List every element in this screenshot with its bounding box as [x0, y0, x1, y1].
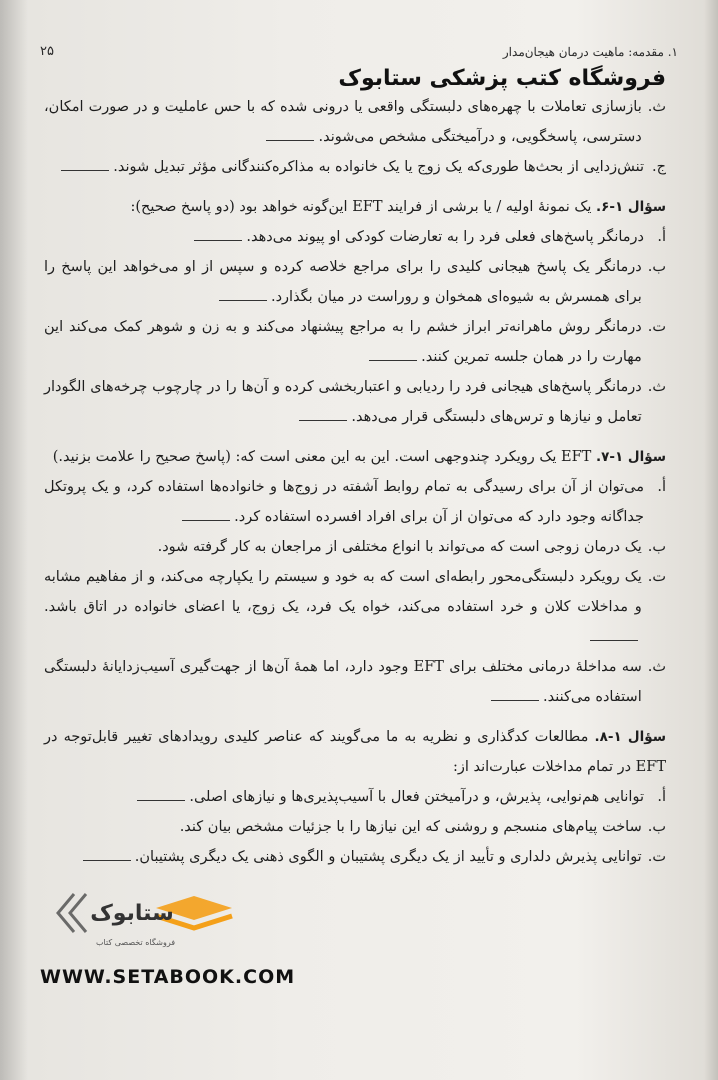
list-item [44, 152, 666, 182]
item-text: بازسازی تعاملات با چهره‌های دلبستگی واقعی یا درونی شده که با حس عاملیت و در صورت امکان، دسترسی، پاسخگویی، و درآمیختگی مشخص می‌شوند. [44, 99, 642, 145]
answer-blank [137, 784, 185, 801]
list-item [44, 652, 666, 712]
item-label: أ. [657, 789, 666, 805]
item-label: ت. [647, 849, 666, 865]
chapter-title: ۱. مقدمه: ماهیت درمان هیجان‌مدار [502, 44, 678, 59]
question-6 [44, 192, 666, 432]
item-label: ب. [647, 259, 666, 275]
item-label: ب. [647, 819, 666, 835]
item-label: ت. [647, 319, 666, 335]
list-item [44, 312, 666, 372]
item-label: ث. [647, 99, 666, 115]
spine-shadow [0, 0, 28, 1080]
question-label: سؤال ۱-۷. [595, 449, 666, 465]
answer-blank [299, 404, 347, 421]
item-text: ساخت پیام‌های منسجم و روشنی که این نیازها را با جزئیات مشخص بیان کند. [179, 819, 642, 835]
item-text: یک درمان زوجی است که می‌تواند با انواع مختلفی از مراجعان به کار گرفته شود. [157, 539, 642, 555]
list-item [44, 562, 666, 652]
question-prompt: مطالعات کدگذاری و نظریه به ما می‌گویند که عناصر کلیدی رویدادهای تغییر قابل‌توجه در EFT در تمام مداخلات عبارت‌اند از: [44, 729, 666, 775]
logo-text: ستابوک [90, 901, 174, 926]
list-item [44, 782, 666, 812]
item-label: أ. [657, 229, 666, 245]
list-item [44, 472, 666, 532]
logo-subtitle: فروشگاه تخصصی کتاب [96, 938, 176, 947]
item-text: تنش‌زدایی از بحث‌ها طوری‌که یک زوج یا یک خانواده به مذاکره‌کنندگانی مؤثر تبدیل شوند. [113, 159, 644, 175]
list-item [44, 842, 666, 872]
running-head [40, 44, 678, 59]
item-text: توانایی هم‌نوایی، پذیرش، و درآمیختن فعال با آسیب‌پذیری‌ها و نیازهای اصلی. [189, 789, 644, 805]
answer-blank [590, 624, 638, 641]
list-item [44, 532, 666, 562]
item-text: توانایی پذیرش دلداری و تأیید از یک دیگری پشتیبان و الگوی ذهنی یک دیگری پشتیبان. [134, 849, 642, 865]
question-label: سؤال ۱-۸. [594, 729, 667, 745]
item-text: درمانگر پاسخ‌های فعلی فرد را به تعارضات کودکی او پیوند می‌دهد. [246, 229, 644, 245]
item-text: درمانگر پاسخ‌های هیجانی فرد را ردیابی و اعتباربخشی کرده و آن‌ها را در چارچوب چرخه‌های الگودار تعامل و نیازها و ترس‌های دلبستگی قرار می‌دهد. [44, 379, 642, 425]
answer-blank [83, 844, 131, 861]
question-8 [44, 722, 666, 872]
item-text: می‌توان از آن برای رسیدگی به تمام روابط آشفته در زوج‌ها و خانواده‌ها استفاده کرد، و یک پروتکل جداگانه وجود دارد که می‌توان از آن برای افراد افسرده استفاده کرد. [44, 479, 644, 525]
item-text: یک رویکرد دلبستگی‌محور رابطه‌ای است که به خود و سیستم را یکپارچه می‌کند، و از مفاهیم مشابه و مداخلات کلان و خرد استفاده می‌کند، خواه یک فرد، یک زوج، یا اعضای خانواده در اتاق باشد. [44, 569, 642, 615]
page-edge-shadow [704, 0, 718, 1080]
question-prompt: EFT یک رویکرد چندوجهی است. این به این معنی است که: (پاسخ صحیح را علامت بزنید.) [52, 449, 592, 465]
store-url[interactable]: WWW.SETABOOK.COM [40, 966, 296, 988]
question-label: سؤال ۱-۶. [595, 199, 666, 215]
answer-blank [219, 284, 267, 301]
page-body [44, 92, 666, 872]
item-label: أ. [657, 479, 666, 495]
list-item [44, 252, 666, 312]
item-text: درمانگر روش ماهرانه‌تر ابراز خشم را به مراجع پیشنهاد می‌کند و به زن و شوهر کمک می‌کند این مهارت را در همان جلسه تمرین کنند. [44, 319, 642, 365]
list-item [44, 222, 666, 252]
setabook-logo [44, 888, 244, 938]
answer-blank [182, 504, 230, 521]
chevron-logo-icon [58, 894, 86, 932]
answer-blank [266, 124, 314, 141]
page-number: ۲۵ [40, 44, 54, 59]
item-label: ث. [647, 379, 666, 395]
question-prompt: یک نمونهٔ اولیه / یا برشی از فرایند EFT این‌گونه خواهد بود (دو پاسخ صحیح): [130, 199, 592, 215]
store-watermark: فروشگاه کتب پزشکی ستابوک [338, 66, 666, 91]
answer-blank [491, 684, 539, 701]
answer-blank [369, 344, 417, 361]
answer-blank [61, 154, 109, 171]
item-label: ث. [647, 659, 666, 675]
list-item [44, 92, 666, 152]
list-item [44, 812, 666, 842]
item-label: ب. [647, 539, 666, 555]
item-label: ت. [647, 569, 666, 585]
item-text: سه مداخلهٔ درمانی مختلف برای EFT وجود دارد، اما همهٔ آن‌ها از جهت‌گیری آسیب‌زدایانهٔ دلبستگی استفاده می‌کنند. [44, 659, 642, 705]
item-label: ج. [652, 159, 666, 175]
answer-blank [194, 224, 242, 241]
question-7 [44, 442, 666, 712]
item-text: درمانگر یک پاسخ هیجانی کلیدی را برای مراجع خلاصه کرده و سپس از او می‌خواهد این پاسخ را برای همسرش به شیوه‌ای همخوان و رو‌راست در میان بگذارد. [44, 259, 642, 305]
list-item [44, 372, 666, 432]
